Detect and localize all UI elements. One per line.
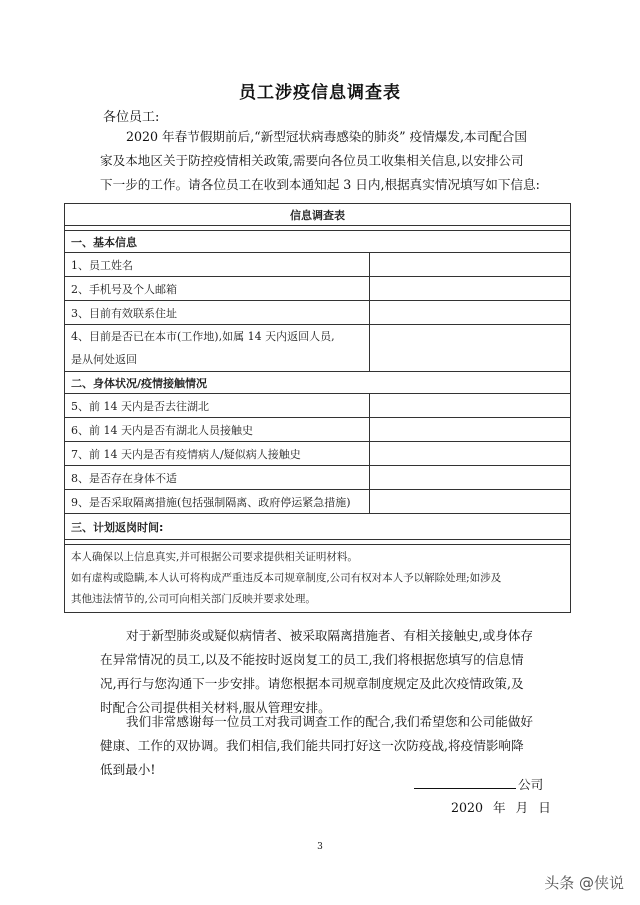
signature-date: 2020 年 月 日 (451, 800, 551, 815)
intro-paragraph (100, 125, 540, 197)
hubei-contact-field[interactable] (370, 418, 571, 442)
table-row (65, 325, 571, 372)
thanks-paragraph (100, 710, 533, 782)
table-row (65, 277, 571, 301)
notice-line: 对于新型肺炎或疑似病情者、被采取隔离措施者、有相关接触史,或身体存 (126, 628, 534, 643)
field-label: 1、员工姓名 (65, 253, 370, 277)
intro-line: 家及本地区关于防控疫情相关政策,需要向各位员工收集相关信息,以安排公司 (100, 153, 524, 168)
section-return-time: 三、计划返岗时间: (65, 514, 571, 540)
notice-line: 时配合公司提供相关材料,服从管理安排。 (100, 700, 331, 715)
field-label: 6、前 14 天内是否有湖北人员接触史 (65, 418, 370, 442)
company-suffix: 公司 (518, 777, 544, 792)
employee-name-field[interactable] (370, 253, 571, 277)
thanks-line: 我们非常感谢每一位员工对我司调查工作的配合,我们希望您和公司能做好 (126, 714, 534, 729)
declaration-line: 如有虚构或隐瞒,本人认可将构成严重违反本司规章制度,公司有权对本人予以解除处理;如涉及 (71, 572, 502, 584)
salutation: 各位员工: (103, 110, 160, 125)
company-name-blank[interactable] (414, 778, 516, 789)
hubei-travel-field[interactable] (370, 394, 571, 418)
company-signature (414, 774, 543, 793)
table-row (65, 466, 571, 490)
table-row (65, 442, 571, 466)
table-row (65, 301, 571, 325)
patient-contact-field[interactable] (370, 442, 571, 466)
notice-line: 况,再行与您沟通下一步安排。请您根据本司规章制度规定及此次疫情政策,及 (100, 676, 524, 691)
isolation-field[interactable] (370, 490, 571, 514)
intro-line: 下一步的工作。请各位员工在收到本通知起 3 日内,根据真实情况填写如下信息: (100, 177, 540, 192)
table-row (65, 418, 571, 442)
field-label: 9、是否采取隔离措施(包括强制隔离、政府停运紧急措施) (65, 490, 370, 514)
field-label: 5、前 14 天内是否去往湖北 (65, 394, 370, 418)
info-survey-table (64, 203, 571, 613)
document-title: 员工涉疫信息调查表 (239, 83, 401, 103)
section-basic-info: 一、基本信息 (65, 231, 571, 253)
thanks-line: 低到最小! (100, 762, 156, 777)
table-header: 信息调查表 (65, 204, 571, 226)
notice-line: 在异常情况的员工,以及不能按时返岗复工的员工,我们将根据您填写的信息情 (100, 652, 524, 667)
intro-line: 2020 年春节假期前后,“新型冠状病毒感染的肺炎” 疫情爆发,本司配合国 (126, 129, 527, 144)
thanks-line: 健康、工作的双协调。我们相信,我们能共同打好这一次防疫战,将疫情影响降 (100, 738, 524, 753)
declaration-line: 其他违法情节的,公司可向相关部门反映并要求处理。 (71, 593, 316, 605)
watermark: 头条 @侠说 (544, 874, 624, 892)
field-label: 3、目前有效联系住址 (65, 301, 370, 325)
field-label: 2、手机号及个人邮箱 (65, 277, 370, 301)
notice-paragraph (100, 624, 533, 720)
field-label-line: 是从何处返回 (71, 353, 137, 366)
phone-email-field[interactable] (370, 277, 571, 301)
discomfort-field[interactable] (370, 466, 571, 490)
field-label (65, 325, 370, 372)
table-row (65, 490, 571, 514)
field-label-line: 4、目前是否已在本市(工作地),如属 14 天内返回人员, (71, 330, 335, 343)
section-health-contact: 二、身体状况/疫情接触情况 (65, 372, 571, 394)
table-row (65, 394, 571, 418)
address-field[interactable] (370, 301, 571, 325)
page-number: 3 (317, 842, 323, 852)
field-label: 7、前 14 天内是否有疫情病人/疑似病人接触史 (65, 442, 370, 466)
declaration-cell (65, 545, 571, 613)
return-origin-field[interactable] (370, 325, 571, 372)
field-label: 8、是否存在身体不适 (65, 466, 370, 490)
table-row (65, 253, 571, 277)
declaration-line: 本人确保以上信息真实,并可根据公司要求提供相关证明材料。 (71, 551, 358, 563)
